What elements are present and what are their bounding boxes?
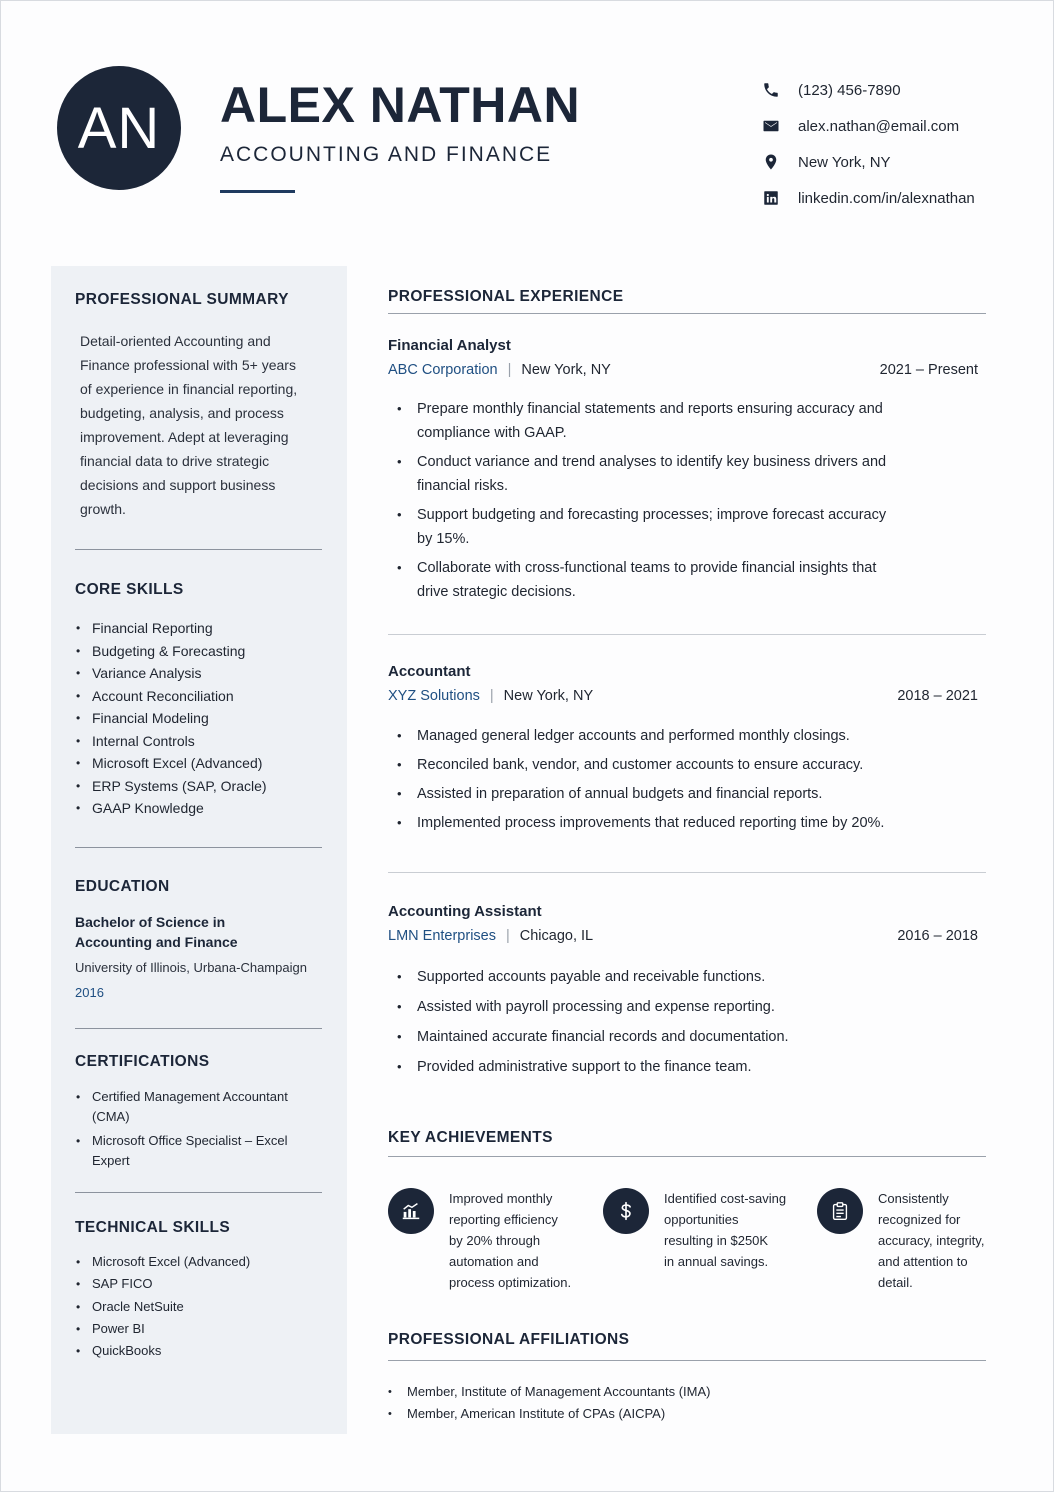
achievement-line: Improved monthly xyxy=(449,1191,553,1206)
bullet-line: • Collaborate with cross-functional teams to provide financial insights that xyxy=(417,560,877,576)
job-bullets xyxy=(388,397,978,604)
contact-info xyxy=(760,72,975,216)
job-dates: 2016 – 2018 xyxy=(897,928,978,944)
technical-skills-heading: TECHNICAL SKILLS xyxy=(75,1219,231,1236)
list-item: • Internal Controls xyxy=(75,730,322,753)
achievement-line: accuracy, integrity, xyxy=(878,1233,985,1248)
achievement-line: in annual savings. xyxy=(664,1254,769,1269)
education-section xyxy=(75,878,322,1000)
degree-line: Accounting and Finance xyxy=(75,934,238,950)
list-item: • Variance Analysis xyxy=(75,662,322,685)
sidebar-divider xyxy=(75,1192,322,1193)
bullet-line: financial risks. xyxy=(417,478,509,494)
achievement-item xyxy=(388,1188,571,1293)
list-item: • Budgeting & Forecasting xyxy=(75,640,322,663)
clipboard-icon xyxy=(817,1188,863,1234)
list-item: • Member, American Institute of CPAs (AICPA) xyxy=(388,1403,710,1425)
achievement-line: by 20% through xyxy=(449,1233,541,1248)
bullet-line: compliance with GAAP. xyxy=(417,425,567,441)
job-title: Financial Analyst xyxy=(388,337,511,354)
list-item xyxy=(388,397,918,445)
location-pin-icon xyxy=(760,151,782,173)
job-entry xyxy=(388,663,978,835)
education-year: 2016 xyxy=(75,985,104,1000)
sidebar xyxy=(51,266,347,1434)
bullet-line: • Prepare monthly financial statements and reports ensuring accuracy and xyxy=(417,401,883,417)
list-item: • Supported accounts payable and receivable functions. xyxy=(388,965,918,989)
contact-linkedin-text: linkedin.com/in/alexnathan xyxy=(798,189,975,207)
achievement-line: and attention to xyxy=(878,1254,968,1269)
list-item: • Power BI xyxy=(75,1318,322,1340)
meta-separator: | xyxy=(489,688,494,704)
achievement-line: automation and xyxy=(449,1254,539,1269)
achievement-line: recognized for xyxy=(878,1212,961,1227)
core-skills-section xyxy=(75,581,322,820)
technical-skills-list xyxy=(75,1251,322,1362)
certifications-list xyxy=(75,1087,322,1171)
section-divider xyxy=(388,313,986,314)
education-degree xyxy=(75,912,322,952)
linkedin-icon xyxy=(760,187,782,209)
bar-chart-icon xyxy=(388,1188,434,1234)
achievement-line: reporting efficiency xyxy=(449,1212,558,1227)
contact-email[interactable] xyxy=(760,108,975,144)
achievement-text xyxy=(449,1188,571,1293)
list-item: • Assisted with payroll processing and expense reporting. xyxy=(388,995,918,1019)
job-entry xyxy=(388,337,978,604)
name-underline-divider xyxy=(220,190,295,193)
experience-heading: PROFESSIONAL EXPERIENCE xyxy=(388,288,624,305)
list-item xyxy=(388,503,918,551)
phone-icon xyxy=(760,79,782,101)
list-item: • Implemented process improvements that reduced reporting time by 20%. xyxy=(388,811,918,835)
job-location: New York, NY xyxy=(521,362,611,378)
list-item xyxy=(75,1087,322,1127)
bullet-line: • Support budgeting and forecasting processes; improve forecast accuracy xyxy=(417,507,887,523)
summary-line: Detail-oriented Accounting and xyxy=(80,333,271,349)
job-divider xyxy=(388,634,986,635)
list-item: • ERP Systems (SAP, Oracle) xyxy=(75,775,322,798)
contact-phone[interactable] xyxy=(760,72,975,108)
contact-phone-text: (123) 456-7890 xyxy=(798,81,901,99)
summary-line: budgeting, analysis, and process xyxy=(80,405,284,421)
achievement-line: resulting in $250K xyxy=(664,1233,769,1248)
affiliations-heading: PROFESSIONAL AFFILIATIONS xyxy=(388,1331,630,1348)
list-item: • Oracle NetSuite xyxy=(75,1296,322,1318)
list-item: • Financial Reporting xyxy=(75,617,322,640)
list-item: • Microsoft Excel (Advanced) xyxy=(75,752,322,775)
job-entry xyxy=(388,903,978,1079)
technical-skills-section xyxy=(75,1219,322,1362)
summary-heading: PROFESSIONAL SUMMARY xyxy=(75,291,289,308)
summary-line: growth. xyxy=(80,501,126,517)
list-item: • Assisted in preparation of annual budgets and financial reports. xyxy=(388,782,918,806)
summary-line: financial data to drive strategic xyxy=(80,453,270,469)
candidate-name: ALEX NATHAN xyxy=(220,77,581,133)
sidebar-divider xyxy=(75,1028,322,1029)
contact-location-text: New York, NY xyxy=(798,153,891,171)
job-location: New York, NY xyxy=(503,688,594,704)
email-icon xyxy=(760,115,782,137)
summary-line: decisions and support business xyxy=(80,477,276,493)
certifications-section xyxy=(75,1053,322,1172)
job-title: Accounting Assistant xyxy=(388,903,542,920)
summary-line: Finance professional with 5+ years xyxy=(80,357,296,373)
section-divider xyxy=(388,1360,986,1361)
job-dates: 2018 – 2021 xyxy=(897,688,978,704)
cert-line: Expert xyxy=(92,1153,130,1168)
list-item: • Maintained accurate financial records and documentation. xyxy=(388,1025,918,1049)
summary-line: of experience in financial reporting, xyxy=(80,381,298,397)
contact-linkedin[interactable] xyxy=(760,180,975,216)
monogram-avatar: AN xyxy=(57,66,181,190)
job-company: ABC Corporation xyxy=(388,362,498,378)
job-meta xyxy=(388,928,978,944)
summary-line: improvement. Adept at leveraging xyxy=(80,429,289,445)
achievement-line: opportunities xyxy=(664,1212,739,1227)
cert-line: (CMA) xyxy=(92,1109,130,1124)
achievement-text xyxy=(664,1188,786,1272)
degree-line: Bachelor of Science in xyxy=(75,914,226,930)
achievement-item xyxy=(817,1188,984,1293)
list-item: • QuickBooks xyxy=(75,1340,322,1362)
job-divider xyxy=(388,872,986,873)
job-company: LMN Enterprises xyxy=(388,928,496,944)
meta-separator: | xyxy=(505,928,510,944)
job-bullets xyxy=(388,724,978,835)
list-item xyxy=(388,556,918,604)
summary-text xyxy=(75,329,322,521)
section-divider xyxy=(388,1156,986,1157)
list-item: • Managed general ledger accounts and performed monthly closings. xyxy=(388,724,918,748)
achievement-item xyxy=(603,1188,786,1272)
achievement-line: process optimization. xyxy=(449,1275,572,1290)
job-bullets xyxy=(388,965,978,1079)
education-school: University of Illinois, Urbana-Champaign xyxy=(75,960,307,975)
dollar-icon xyxy=(603,1188,649,1234)
list-item: • Reconciled bank, vendor, and customer accounts to ensure accuracy. xyxy=(388,753,918,777)
list-item: • Financial Modeling xyxy=(75,707,322,730)
affiliations-list xyxy=(388,1381,710,1425)
job-dates: 2021 – Present xyxy=(879,362,978,378)
achievement-line: detail. xyxy=(878,1275,913,1290)
job-company: XYZ Solutions xyxy=(388,688,480,704)
bullet-line: • Conduct variance and trend analyses to identify key business drivers and xyxy=(417,454,887,470)
core-skills-heading: CORE SKILLS xyxy=(75,581,184,598)
candidate-role: ACCOUNTING AND FINANCE xyxy=(220,143,553,166)
achievement-line: Identified cost-saving xyxy=(664,1191,787,1206)
meta-separator: | xyxy=(507,362,512,378)
bullet-line: by 15%. xyxy=(417,531,470,547)
list-item: • SAP FICO xyxy=(75,1273,322,1295)
job-meta xyxy=(388,362,978,378)
bullet-line: drive strategic decisions. xyxy=(417,584,576,600)
list-item: • Account Reconciliation xyxy=(75,685,322,708)
core-skills-list xyxy=(75,617,322,820)
sidebar-divider xyxy=(75,847,322,848)
list-item: • Member, Institute of Management Accountants (IMA) xyxy=(388,1381,710,1403)
list-item: • Microsoft Excel (Advanced) xyxy=(75,1251,322,1273)
list-item xyxy=(388,450,918,498)
job-location: Chicago, IL xyxy=(519,928,594,944)
contact-location xyxy=(760,144,975,180)
list-item: • Provided administrative support to the finance team. xyxy=(388,1055,918,1079)
job-meta xyxy=(388,688,978,704)
job-title: Accountant xyxy=(388,663,471,680)
contact-email-text: alex.nathan@email.com xyxy=(798,117,960,135)
list-item: • GAAP Knowledge xyxy=(75,797,322,820)
achievement-line: Consistently xyxy=(878,1191,949,1206)
cert-line: • Certified Management Accountant xyxy=(92,1089,288,1104)
list-item xyxy=(75,1131,322,1171)
cert-line: • Microsoft Office Specialist – Excel xyxy=(92,1133,288,1148)
education-heading: EDUCATION xyxy=(75,878,170,895)
sidebar-divider xyxy=(75,549,322,550)
summary-section xyxy=(75,291,322,521)
achievement-text xyxy=(878,1188,984,1293)
achievements-heading: KEY ACHIEVEMENTS xyxy=(388,1129,553,1146)
certifications-heading: CERTIFICATIONS xyxy=(75,1053,210,1070)
